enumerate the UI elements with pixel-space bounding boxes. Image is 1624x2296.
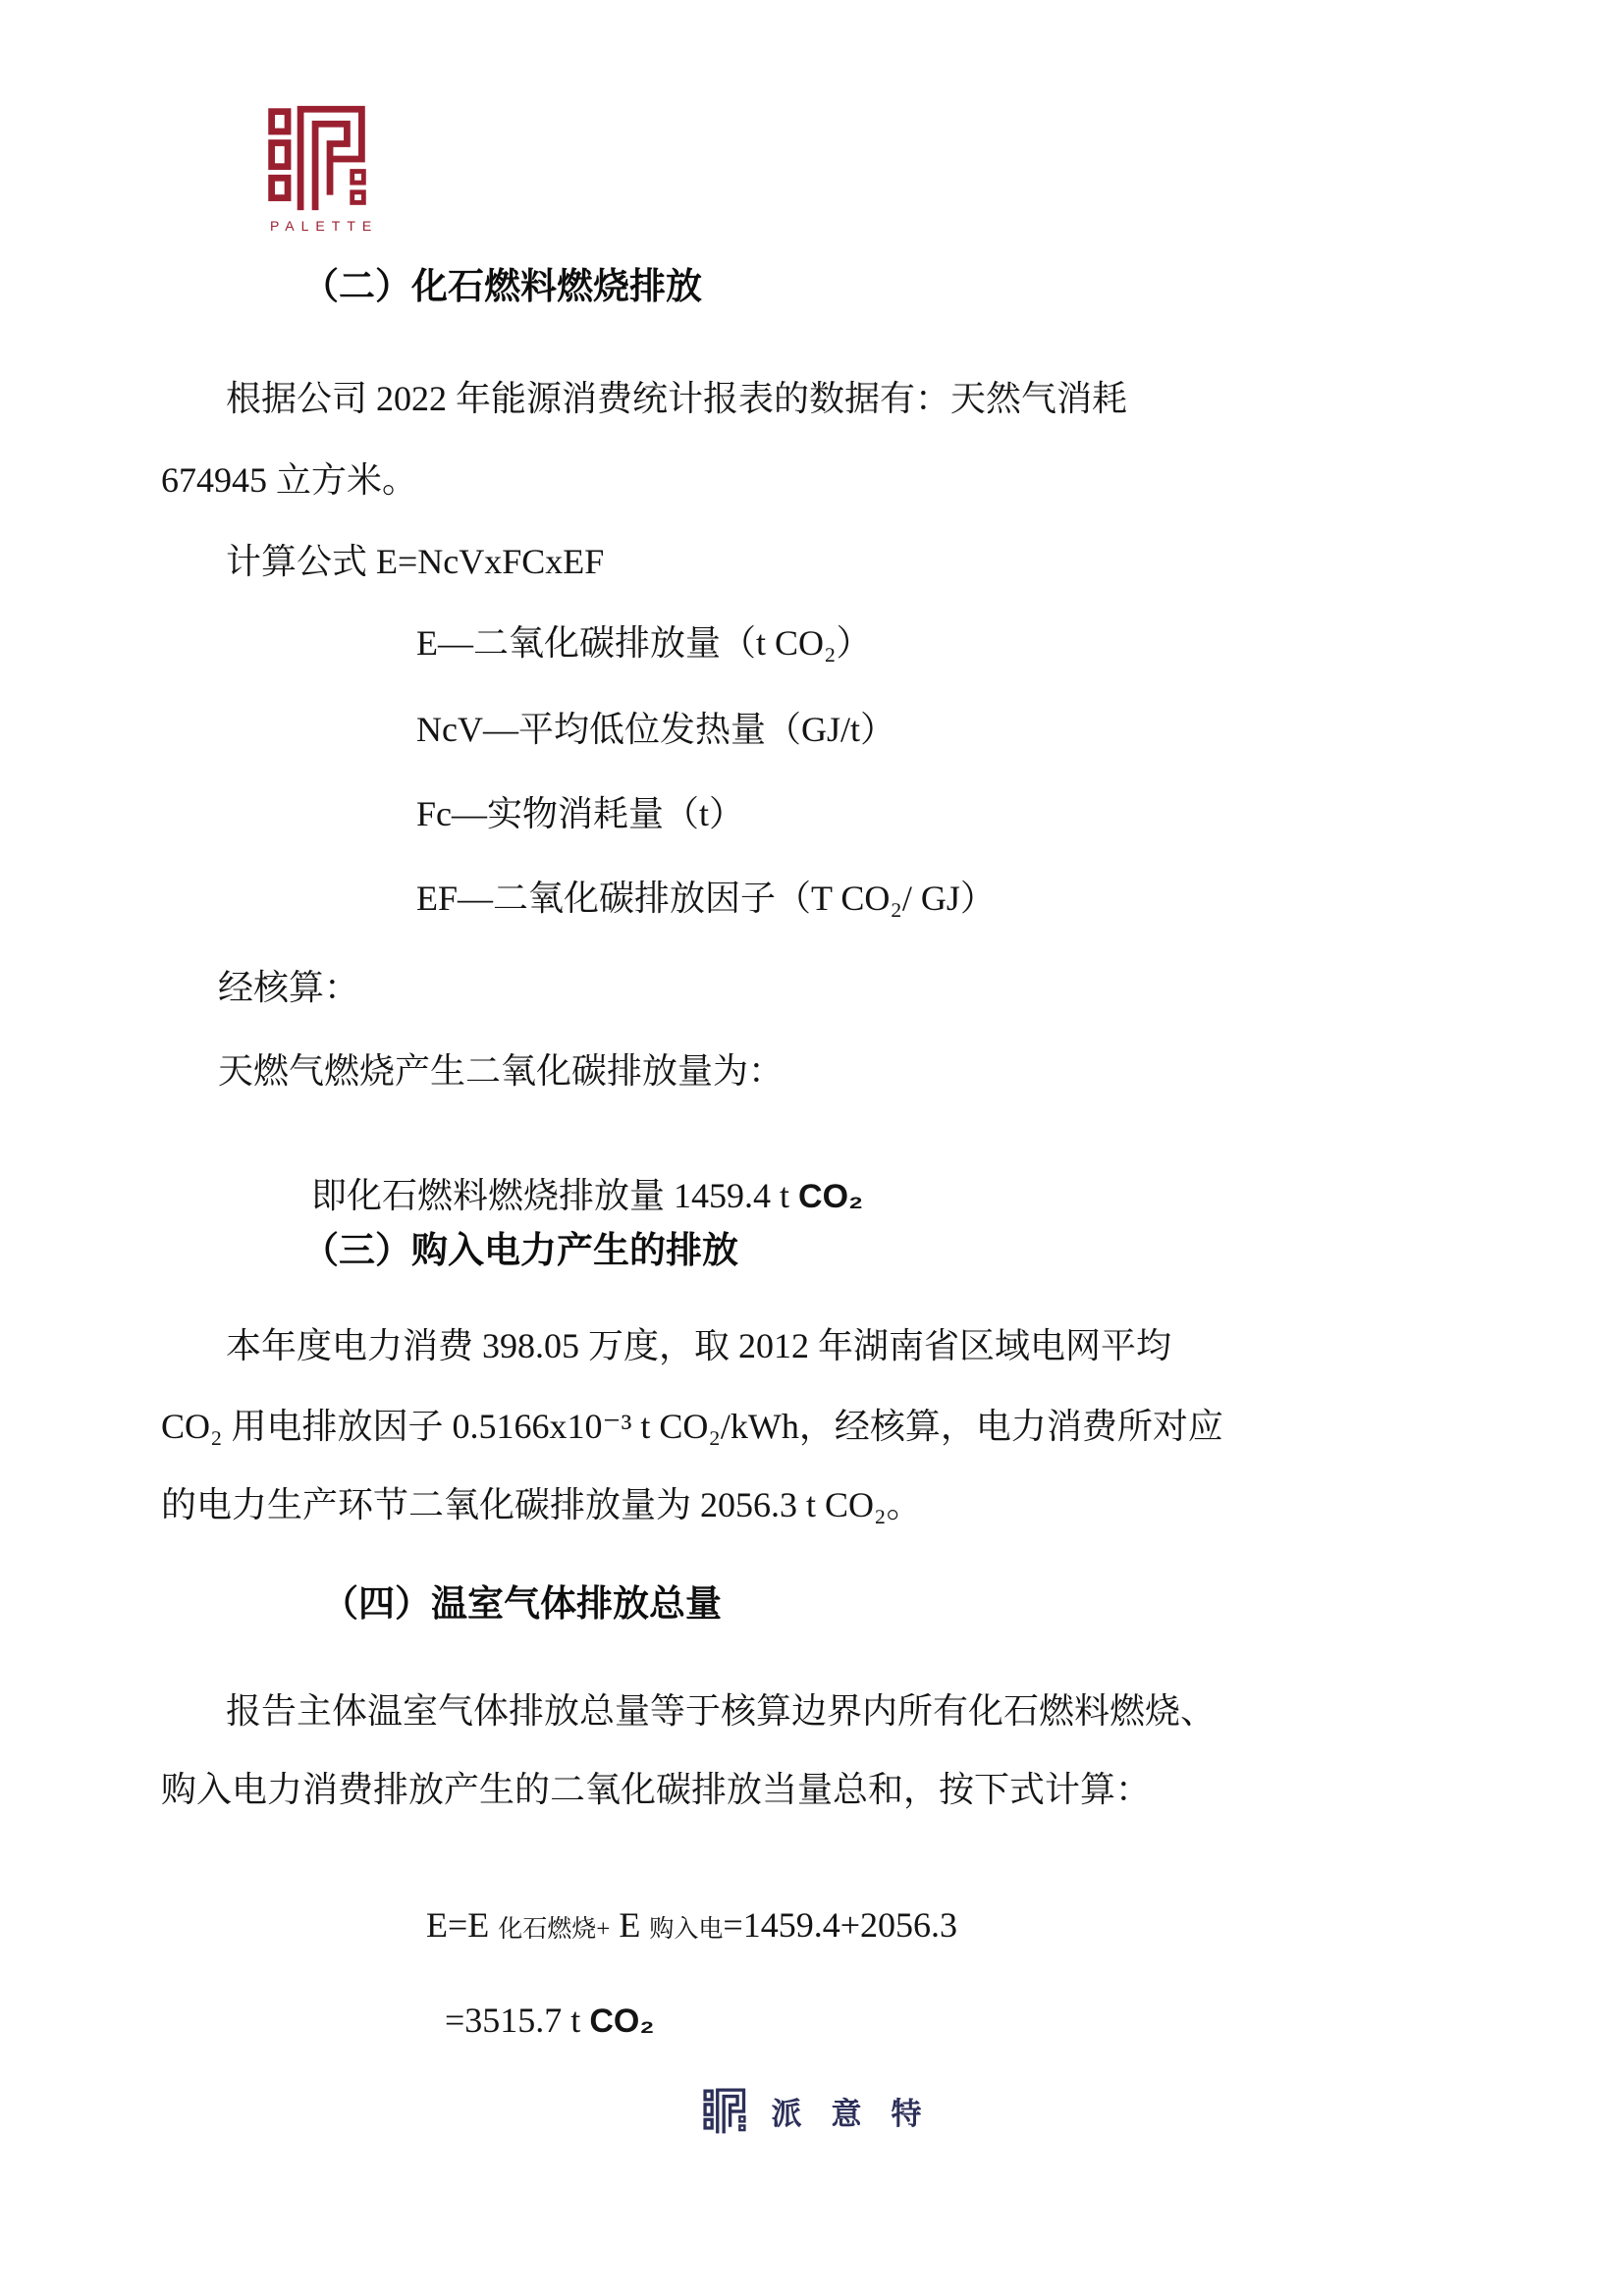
formula-intro-line: 计算公式 E=NcVxFCxEF (226, 542, 605, 581)
definition-e-line: E—二氧化碳排放量（t CO₂） (416, 623, 872, 663)
gas-emission-intro-line: 天燃气燃烧产生二氧化碳排放量为： (218, 1051, 785, 1091)
paragraph-gas-consumption-line1: 根据公司 2022 年能源消费统计报表的数据有：天然气消耗 (226, 379, 1128, 418)
total-formula-sub-electricity: 购入电 (649, 1916, 724, 1943)
section-heading-fossil-fuel: （二）化石燃料燃烧排放 (302, 266, 702, 306)
section-heading-total-ghg: （四）温室气体排放总量 (322, 1583, 722, 1624)
paragraph-total-line1: 报告主体温室气体排放总量等于核算边界内所有化石燃料燃烧、 (226, 1691, 1217, 1731)
paragraph-gas-consumption-line2: 674945 立方米。 (161, 460, 418, 500)
total-result-prefix: =3515.7 t (445, 2001, 590, 2040)
paragraph-electricity-line1: 本年度电力消费 398.05 万度，取 2012 年湖南省区域电网平均 (226, 1326, 1172, 1365)
definition-fc-line: Fc—实物消耗量（t） (416, 794, 745, 833)
total-formula-e1: E=E (426, 1905, 499, 1945)
total-result-line (409, 1958, 654, 2083)
definition-ncv-line: NcV—平均低位发热量（GJ/t） (416, 710, 895, 749)
total-result-unit: CO₂ (589, 2002, 655, 2040)
paragraph-electricity-line3: 的电力生产环节二氧化碳排放量为 2056.3 t CO₂。 (161, 1485, 922, 1524)
total-formula-sub-fossil: 化石燃烧+ (498, 1916, 611, 1943)
header-logo (263, 102, 379, 234)
fossil-emission-result-text: 即化石燃料燃烧排放量 1459.4 t (311, 1176, 799, 1215)
header-logo-wordmark: PALETTE (270, 218, 379, 234)
total-formula-rhs: =1459.4+2056.3 (723, 1905, 958, 1945)
footer-brand-text: 派意特 (771, 2097, 951, 2131)
paiyite-maze-icon (703, 2087, 746, 2135)
palette-maze-icon (265, 102, 369, 214)
paragraph-total-line2: 购入电力消费排放产生的二氧化碳排放当量总和，按下式计算： (161, 1770, 1152, 1809)
footer-logo (0, 2087, 1624, 2135)
after-accounting-line: 经核算： (218, 968, 360, 1007)
definition-ef-line: EF—二氧化碳排放因子（T CO₂/ GJ） (416, 879, 996, 918)
fossil-emission-result-unit: CO₂ (798, 1178, 864, 1215)
section-heading-purchased-electricity: （三）购入电力产生的排放 (302, 1230, 738, 1270)
paragraph-electricity-line2: CO₂ 用电排放因子 0.5166x10⁻³ t CO₂/kWh，经核算，电力消费所对应 (161, 1407, 1223, 1446)
total-formula-e2: E (610, 1905, 650, 1945)
